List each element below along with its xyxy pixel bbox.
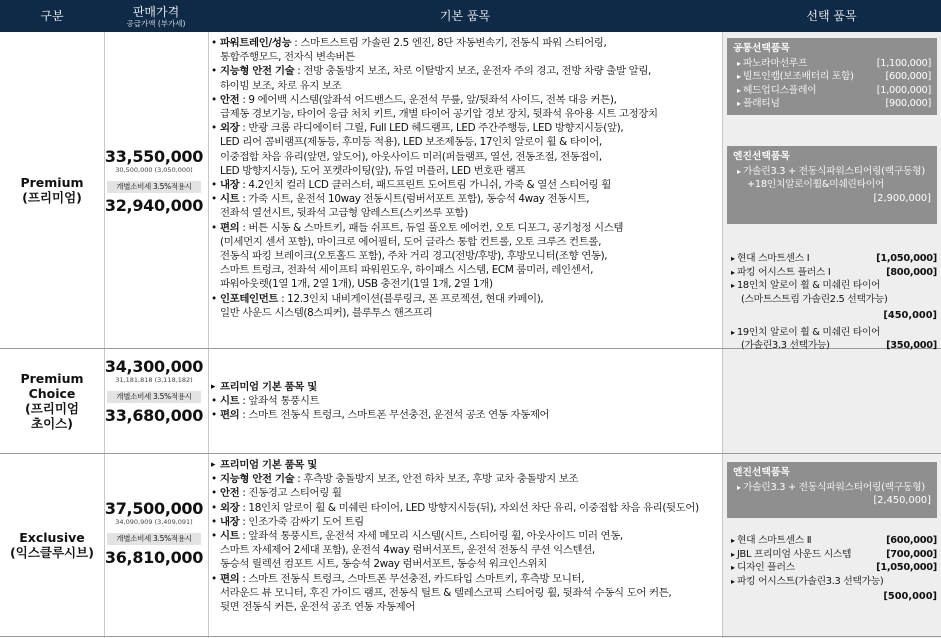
basic-item: • 편의 : 스마트 전동식 트렁크, 스마트폰 무선충전, 카드타입 스마트키, 후측방 모니터,: [210, 572, 720, 586]
basic-item-cont: 전동식 파킹 브레이크(오토홀드 포함), 주차 거리 경고(전방/후방), 후방모니터(조향 연동),: [220, 250, 608, 263]
price: 37,500,000: [104, 499, 204, 518]
option-price: [2,900,000]: [873, 192, 931, 204]
basic-item: ▸ 프리미엄 기본 품목 및: [210, 458, 720, 472]
option-price: [500,000]: [883, 591, 937, 602]
basic-item-cont: 하이빔 보조, 차로 유지 보조: [220, 79, 342, 92]
option-column-bg-choice: [722, 349, 941, 453]
basic-item-cont: 통합주행모드, 전자식 변속버튼: [220, 51, 355, 64]
price-sub: 31,181,818 (3,118,182): [115, 376, 193, 384]
basic-items-premium-choice: [210, 380, 720, 423]
premium-options-list: [731, 252, 937, 353]
price-block-exclusive: [104, 500, 204, 567]
option-box-title: 엔진선택품목: [733, 151, 790, 162]
basic-item: • 시트 : 앞좌석 통풍시트, 운전석 자세 메모리 시스템(시트, 스티어링 휠, 아웃사이드 미러 연동,: [210, 529, 720, 543]
header-trim-label: 구분: [40, 9, 64, 23]
basic-item-cont: 스마트 트렁크, 전좌석 세이프티 파워윈도우, 하이패스 시스템, ECM 룸미러, 레인센서,: [220, 264, 594, 277]
header-price: [104, 0, 208, 32]
option-item[interactable]: ▸ 18인치 알로이 휠 & 미쉐린 타이어: [731, 279, 937, 293]
option-box-title: 엔진선택품목: [733, 467, 790, 478]
basic-item: • 인포테인먼트 : 12.3인치 내비게이션(블루링크, 폰 프로젝션, 현대 카페이),: [210, 292, 720, 306]
basic-item-cont: 파워아웃렛(1열 1개, 2열 1개), USB 충전기(1열 1개, 2열 1개): [220, 278, 493, 291]
option-item[interactable]: ▸ 헤드업디스플레이 [1,000,000]: [733, 84, 931, 98]
trim-name-kr: (익스클루시브): [10, 545, 94, 560]
row-divider: [0, 636, 941, 637]
basic-item-cont: 동승석 릴렉션 컴포트 시트, 동승석 2way 럼버서포트, 동승석 워크인스위치: [220, 558, 547, 571]
basic-item: • 편의 : 버튼 시동 & 스마트키, 패들 쉬프트, 듀얼 풀오토 에어컨, 오토 디포그, 공기청정 시스템: [210, 221, 720, 235]
basic-item-cont: LED 리어 콤비램프(제동등, 후미등 적용), LED 보조제동등, 17인치 알로이 휠 & 타이어,: [220, 136, 602, 149]
price-block-premium: [104, 148, 204, 215]
option-item[interactable]: ▸ 파노라마선루프 [1,100,000]: [733, 57, 931, 71]
trim-name-line2: Choice: [28, 386, 76, 401]
basic-item: • 지능형 안전 기술 : 전방 충돌방지 보조, 차로 이탈방지 보조, 운전자 주의 경고, 전방 차량 출발 알림,: [210, 64, 720, 78]
trim-name: Exclusive: [19, 530, 85, 545]
basic-item-cont: LED 방향지시등), 도어 포켓라이팅(앞), 듀얼 머플러, LED 번호판 램프: [220, 164, 526, 177]
trim-name-premium: [0, 32, 104, 348]
header-trim: [0, 0, 104, 32]
trim-name-exclusive: [0, 454, 104, 636]
option-item[interactable]: ▸ 빌트인캠(보조배터리 포함) [600,000]: [733, 70, 931, 84]
option-item[interactable]: ▸ 디자인 플러스 [1,050,000]: [731, 561, 937, 575]
basic-item-cont: 전좌석 열선시트, 뒷좌석 고급형 암레스트(스키쓰루 포함): [220, 207, 468, 220]
option-box-title: 공통선택품목: [733, 43, 790, 54]
option-item-cont: (스마트스트림 가솔린2.5 선택가능): [741, 293, 888, 305]
tax-badge: 개별소비세 3.5%적용시: [107, 181, 201, 193]
option-item[interactable]: ▸ 플래티넘 [900,000]: [733, 97, 931, 111]
header-option: [722, 0, 941, 32]
trim-name-kr: (프리미엄): [22, 190, 82, 205]
option-item[interactable]: ▸ 현대 스마트센스 Ⅰ [1,050,000]: [731, 252, 937, 266]
trim-name-kr-line2: 초이스): [31, 416, 73, 431]
basic-item-cont: 일반 사운드 시스템(8스피커), 블루투스 핸즈프리: [220, 306, 433, 319]
basic-item: • 내장 : 4.2인치 컬러 LCD 클러스터, 패드프린트 도어트림 가니쉬, 가죽 & 열선 스티어링 휠: [210, 178, 720, 192]
basic-item: • 안전 : 진동경고 스티어링 휠: [210, 486, 720, 500]
basic-item-cont: 이중접합 차음 유리(앞면, 앞도어), 아웃사이드 미러(퍼들램프, 열선, 전동조절, 전동접이,: [220, 150, 602, 163]
price-sub: 34,090,909 (3,409,091): [115, 518, 193, 526]
basic-item: • 지능형 안전 기술 : 후측방 충돌방지 보조, 안전 하차 보조, 후방 교차 충돌방지 보조: [210, 472, 720, 486]
basic-item-cont: 뒷면 전동식 커튼, 운전석 공조 연동 자동제어: [220, 601, 416, 614]
basic-item-cont: 스마트 자세제어 2세대 포함), 운전석 4way 럼버서포트, 운전석 전동식 쿠션 익스텐션,: [220, 544, 595, 557]
basic-item-cont: 급제동 경보기능, 타이어 응급 처치 키트, 개별 타이어 공기압 경보 장치, 뒷좌석 유아용 시트 고정장치: [220, 108, 658, 121]
common-option-box: [727, 38, 937, 115]
engine-option-box-premium: [727, 146, 937, 224]
divider: [208, 32, 209, 638]
basic-item: • 편의 : 스마트 전동식 트렁크, 스마트폰 무선충전, 운전석 공조 연동 자동제어: [210, 408, 720, 422]
header-basic-label: 기본 품목: [439, 9, 491, 23]
price-tax: 32,940,000: [104, 196, 204, 215]
basic-item: • 시트 : 앞좌석 통풍시트: [210, 394, 720, 408]
header-option-label: 선택 품목: [806, 9, 857, 23]
header-price-sub: 공급가액 (부가세): [126, 18, 186, 28]
divider: [722, 32, 723, 638]
basic-items-exclusive: [210, 458, 720, 614]
price: 33,550,000: [104, 147, 204, 166]
option-item[interactable]: ▸ 19인치 알로이 휠 & 미쉐린 타이어: [731, 326, 937, 340]
trim-name: Premium: [20, 371, 84, 386]
basic-item: • 외장 : 반광 크롬 라디에이터 그릴, Full LED 헤드램프, LED 주간주행등, LED 방향지시등(앞),: [210, 121, 720, 135]
price-tax: 33,680,000: [104, 406, 204, 425]
basic-item: • 안전 : 9 에어백 시스템(앞좌석 어드밴스드, 운전석 무릎, 앞/뒷좌석 사이드, 전복 대응 커튼),: [210, 93, 720, 107]
trim-name-premium-choice: [0, 349, 104, 453]
price-sub: 30,500,000 (3,050,000): [115, 166, 193, 174]
exclusive-options-list: [731, 534, 937, 604]
option-item[interactable]: ▸ 가솔린3.3 + 전동식파워스티어링(랙구동형): [733, 165, 931, 179]
option-price: [2,450,000]: [873, 495, 931, 506]
header-basic: [208, 0, 722, 32]
option-item[interactable]: ▸ 가솔린3.3 + 전동식파워스티어링(랙구동형): [733, 481, 931, 495]
option-item-cont: +18인치알로이휠&미쉐린타이어: [747, 179, 885, 190]
option-item[interactable]: ▸ JBL 프리미엄 사운드 시스템 [700,000]: [731, 548, 937, 562]
trim-name-kr: (프리미엄: [24, 401, 79, 416]
basic-item: • 파워트레인/성능 : 스마트스트림 가솔린 2.5 엔진, 8단 자동변속기, 전동식 파워 스티어링,: [210, 36, 720, 50]
trim-name: Premium: [20, 175, 84, 190]
price-tax: 36,810,000: [104, 548, 204, 567]
option-item[interactable]: ▸ 파킹 어시스트 플러스 Ⅰ [800,000]: [731, 266, 937, 280]
basic-item: • 시트 : 가죽 시트, 운전석 10way 전동시트(럼버서포트 포함), 동승석 4way 전동시트,: [210, 192, 720, 206]
basic-items-premium: [210, 36, 720, 320]
option-item[interactable]: ▸ 파킹 어시스트(가솔린3.3 선택가능): [731, 575, 937, 589]
table-header: [0, 0, 941, 32]
option-item[interactable]: ▸ 현대 스마트센스 Ⅱ [600,000]: [731, 534, 937, 548]
tax-badge: 개별소비세 3.5%적용시: [107, 391, 201, 403]
row-divider: [0, 453, 941, 454]
basic-item-cont: (미세먼지 센서 포함), 마이크로 에어필터, 도어 글라스 통합 컨트롤, 오토 크루즈 컨트롤,: [220, 235, 602, 248]
price-block-premium-choice: [104, 358, 204, 425]
header-price-label: 판매가격: [132, 4, 180, 19]
price: 34,300,000: [104, 357, 204, 376]
basic-item: • 내장 : 인조가죽 감싸기 도어 트림: [210, 515, 720, 529]
option-price: [450,000]: [883, 310, 937, 321]
engine-option-box-exclusive: [727, 462, 937, 518]
option-item-cont: (가솔린3.3 선택가능) [350,000]: [741, 340, 937, 351]
basic-item: ▸ 프리미엄 기본 품목 및: [210, 380, 720, 394]
basic-item-cont: 서라운드 뷰 모니터, 후진 가이드 램프, 전동식 틸트 & 텔레스코픽 스티어링 휠, 뒷좌석 수동식 도어 커튼,: [220, 586, 672, 599]
tax-badge: 개별소비세 3.5%적용시: [107, 533, 201, 545]
basic-item: • 외장 : 18인치 알로이 휠 & 미쉐린 타이어, LED 방향지시등(뒤), 자외선 차단 유리, 이중접합 차음 유리(뒷도어): [210, 501, 720, 515]
